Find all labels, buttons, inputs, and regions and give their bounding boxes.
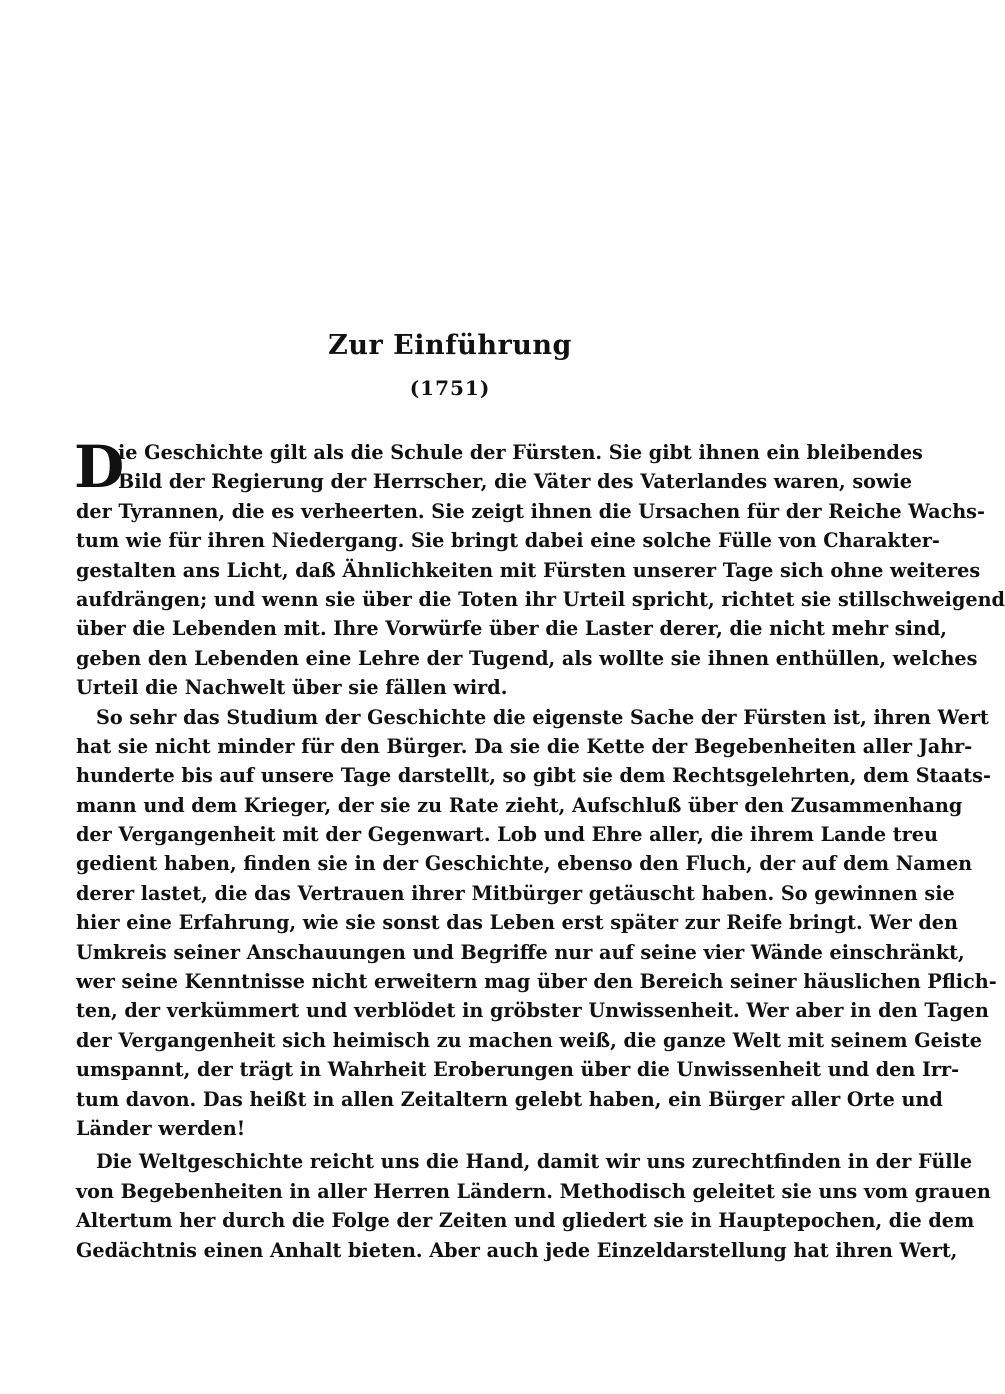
chapter-title: Zur Einführung	[328, 330, 572, 361]
chapter-year: (1751)	[409, 376, 491, 400]
text-line: aufdrängen; und wenn sie über die Toten ihr Urteil spricht, richtet sie stillschweigend	[76, 587, 1005, 611]
text-line: Altertum her durch die Folge der Zeiten und gliedert sie in Hauptepochen, die dem	[76, 1209, 975, 1233]
paragraph-1	[74, 433, 1005, 703]
text-line: hier eine Erfahrung, wie sie sonst das Leben erst später zur Reife bringt. Wer den	[76, 911, 958, 935]
text-line: mann und dem Krieger, der sie zu Rate zieht, Aufschluß über den Zusammenhang	[76, 793, 963, 817]
text-line: Bild der Regierung der Herrscher, die Väter des Vaterlandes waren, sowie	[118, 470, 912, 494]
text-line: derer lastet, die das Vertrauen ihrer Mitbürger getäuscht haben. So gewinnen sie	[76, 881, 955, 905]
text-line: Umkreis seiner Anschauungen und Begriffe nur auf seine vier Wände einschränkt,	[76, 940, 965, 964]
text-line: umspannt, der trägt in Wahrheit Eroberungen über die Unwissenheit und den Irr-	[76, 1058, 960, 1082]
text-line: geben den Lebenden eine Lehre der Tugend, als wollte sie ihnen enthüllen, welches	[76, 646, 978, 670]
paragraph-2	[76, 703, 997, 1144]
text-line: über die Lebenden mit. Ihre Vorwürfe über die Laster derer, die nicht mehr sind,	[76, 617, 947, 641]
text-line: tum davon. Das heißt in allen Zeitaltern gelebt haben, ein Bürger aller Orte und	[76, 1087, 943, 1111]
text-line: wer seine Kenntnisse nicht erweitern mag über den Bereich seiner häuslichen Pflich-	[76, 970, 997, 994]
text-line: hunderte bis auf unsere Tage darstellt, so gibt sie dem Rechtsgelehrten, dem Staats-	[76, 764, 991, 788]
text-line: tum wie für ihren Niedergang. Sie bringt dabei eine solche Fülle von Charakter-	[76, 529, 940, 553]
text-line: So sehr das Studium der Geschichte die eigenste Sache der Fürsten ist, ihren Wert	[96, 705, 989, 729]
text-line: Länder werden!	[76, 1116, 246, 1140]
body-text	[74, 433, 1005, 1265]
text-line: hat sie nicht minder für den Bürger. Da sie die Kette der Begebenheiten aller Jahr-	[76, 734, 973, 758]
text-line: Die Weltgeschichte reicht uns die Hand, damit wir uns zurechtfinden in der Fülle	[96, 1150, 973, 1174]
text-line: der Vergangenheit sich heimisch zu machen weiß, die ganze Welt mit seinem Geiste	[76, 1028, 982, 1052]
text-line: der Vergangenheit mit der Gegenwart. Lob und Ehre aller, die ihrem Lande treu	[76, 823, 938, 847]
drop-cap: D	[74, 433, 125, 501]
text-line: gedient haben, finden sie in der Geschichte, ebenso den Fluch, der auf dem Namen	[76, 852, 973, 876]
text-line: gestalten ans Licht, daß Ähnlichkeiten mit Fürsten unserer Tage sich ohne weiteres	[76, 558, 981, 582]
text-line: von Begebenheiten in aller Herren Ländern. Methodisch geleitet sie uns vom grauen	[76, 1179, 991, 1203]
text-line: ten, der verkümmert und verblödet in gröbster Unwissenheit. Wer aber in den Tagen	[76, 999, 989, 1023]
text-line: Gedächtnis einen Anhalt bieten. Aber auch jede Einzeldarstellung hat ihren Wert,	[76, 1238, 958, 1262]
text-line: ie Geschichte gilt als die Schule der Fürsten. Sie gibt ihnen ein bleibendes	[118, 441, 923, 464]
text-line: der Tyrannen, die es verheerten. Sie zeigt ihnen die Ursachen für der Reiche Wachs-	[76, 499, 985, 523]
paragraph-3	[76, 1147, 991, 1265]
text-line: Urteil die Nachwelt über sie fällen wird.	[76, 676, 508, 700]
